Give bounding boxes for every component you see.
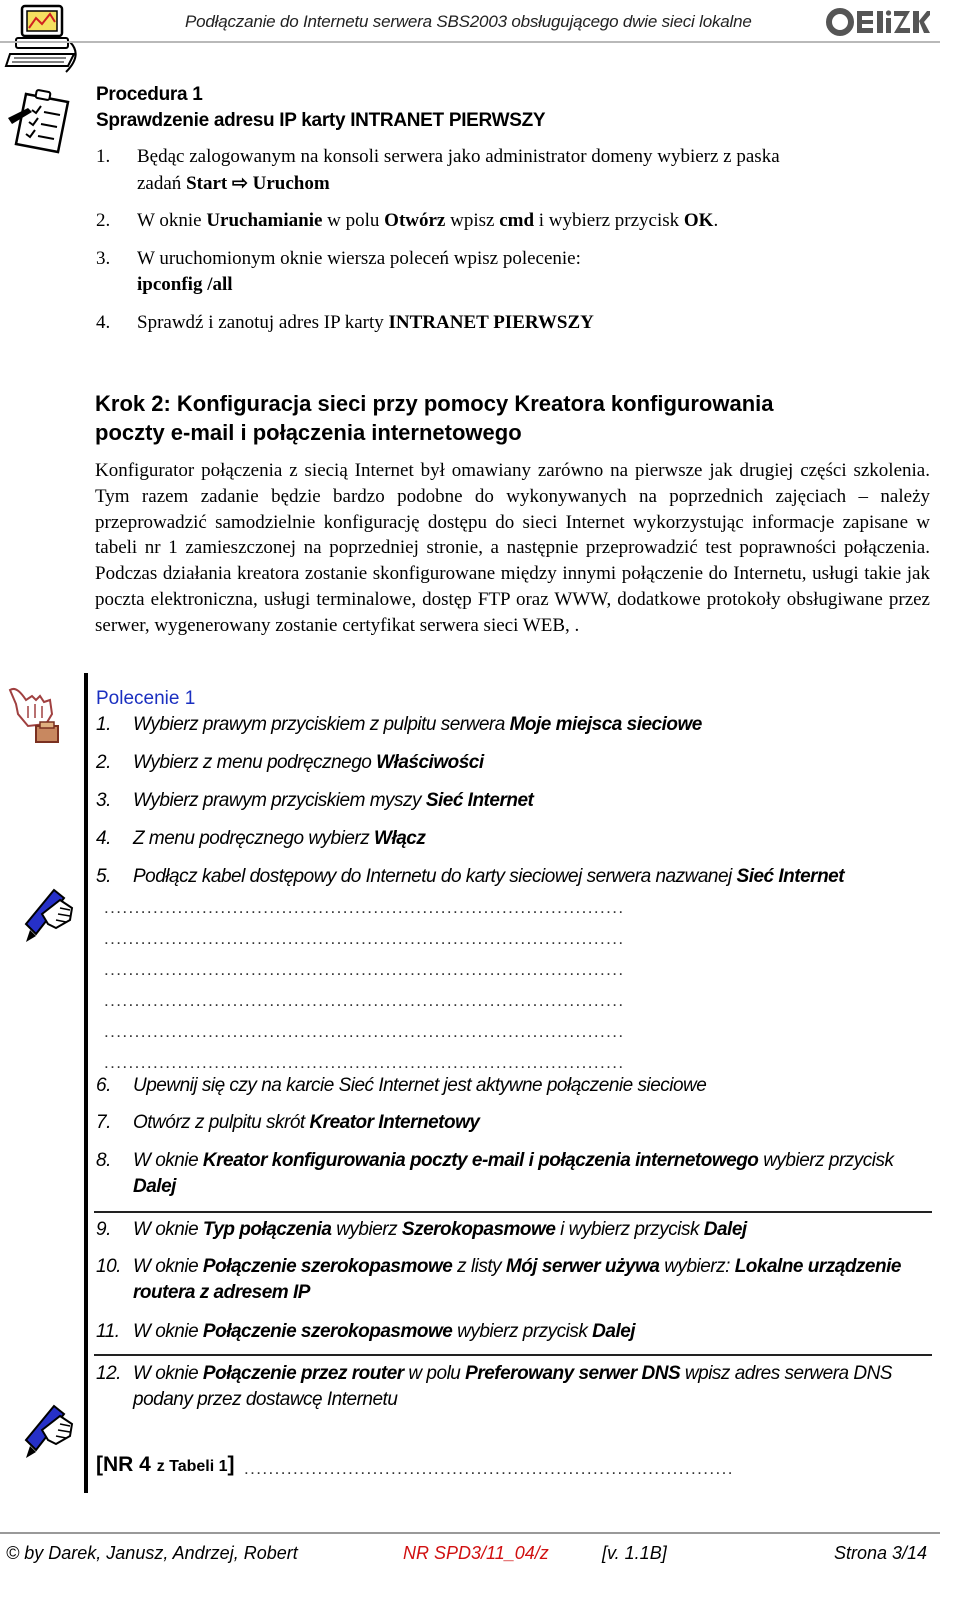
step-number: 2. xyxy=(96,752,111,773)
command-step-11 xyxy=(96,1321,936,1343)
step-emphasis: Lokalne urządzenie xyxy=(734,1256,901,1277)
command-step-2 xyxy=(96,752,936,774)
step-number: 7. xyxy=(96,1112,111,1133)
answer-line[interactable]: ..................................................................................... xyxy=(104,960,625,979)
footer-divider xyxy=(0,1532,940,1534)
step-emphasis: routera z adresem IP xyxy=(133,1282,310,1303)
step-emphasis: OK xyxy=(683,210,714,231)
step-emphasis: Kreator konfigurowania poczty e-mail i połączenia internetowego xyxy=(202,1150,759,1171)
hand-pointing-icon xyxy=(6,684,64,746)
footer-page-number: Strona 3/14 xyxy=(834,1543,928,1563)
step-text: . xyxy=(713,210,719,231)
command-step-4 xyxy=(96,828,936,850)
step-text: wpisz adres serwera DNS xyxy=(680,1363,892,1384)
step-separator xyxy=(94,1354,932,1356)
step-emphasis: Połączenie przez router xyxy=(202,1363,404,1384)
footer-authors: © by Darek, Janusz, Andrzej, Robert xyxy=(6,1543,298,1563)
procedure-subtitle: Sprawdzenie adresu IP karty INTRANET PIERWSZY xyxy=(96,110,546,131)
step-number: 4. xyxy=(96,828,111,849)
step-emphasis: Dalej xyxy=(703,1219,747,1240)
command-step-10 xyxy=(96,1256,936,1312)
step-number: 3. xyxy=(96,248,111,269)
step-emphasis: Kreator Internetowy xyxy=(309,1112,480,1133)
section-heading-line: poczty e-mail i połączenia internetowego xyxy=(95,420,522,445)
header-divider xyxy=(0,41,940,43)
step-emphasis: INTRANET PIERWSZY xyxy=(388,312,594,333)
step-emphasis: Uruchamianie xyxy=(206,210,323,231)
command-text: ipconfig /all xyxy=(137,274,233,295)
step-text: wybierz xyxy=(331,1219,402,1240)
step-emphasis: Dalej xyxy=(133,1176,176,1197)
command-step-6 xyxy=(96,1075,936,1097)
step-emphasis: Mój serwer używa xyxy=(505,1256,660,1277)
step-number: 11. xyxy=(96,1321,120,1342)
step-text: Wybierz z menu podręcznego xyxy=(133,752,377,773)
step-text: W oknie xyxy=(137,210,207,231)
step-emphasis: Właściwości xyxy=(376,752,484,773)
command-label: Polecenie 1 xyxy=(96,688,196,709)
step-number: 12. xyxy=(96,1363,121,1384)
command-step-1 xyxy=(96,714,936,736)
step-number: 6. xyxy=(96,1075,111,1096)
step-text: w polu xyxy=(403,1363,466,1384)
step-number: 10. xyxy=(96,1256,121,1277)
answer-nr-4 xyxy=(96,1453,235,1477)
step-text: zadań xyxy=(137,173,187,194)
answer-line[interactable]: ..................................................................................... xyxy=(104,991,625,1010)
step-emphasis: cmd xyxy=(499,210,535,231)
step-emphasis: Otwórz xyxy=(384,210,446,231)
step-text: i wybierz przycisk xyxy=(555,1219,704,1240)
step-text: W uruchomionym oknie wiersza poleceń wpisz polecenie: xyxy=(137,248,581,269)
step-text: W oknie xyxy=(133,1321,203,1342)
nr-source: z Tabeli 1 xyxy=(156,1458,228,1475)
step-emphasis: Sieć Internet xyxy=(736,866,845,887)
section-paragraph: Konfigurator połączenia z siecią Internet był omawiany zarówno na pierwsze jak drugiej części szkolenia. Tym razem zadanie będzie bardzo podobne do wykonywanych na poprzednich zajęciach – należy przeprowadzić samodzielnie konfigurację dostępu do sieci Internet wykorzystując informacje zapisane w tabeli nr 1 zamieszczonej na poprzedniej stronie, a następnie przeprowadzić test poprawności połączenia. Podczas działania kreatora zostanie skonfigurowane między innymi połączenie do Internetu, usługi takie jak poczta elektroniczna, usługi terminalowe, dostęp FTP oraz WWW, dodatkowe protokoły obsługiwane przez serwer, wygenerowany zostanie certyfikat serwera sieci WEB, . xyxy=(95,460,930,636)
procedure-step-1 xyxy=(0,146,940,202)
step-text: wybierz: xyxy=(659,1256,735,1277)
section-heading-line: Krok 2: Konfiguracja sieci przy pomocy Kreatora konfigurowania xyxy=(95,391,774,416)
step-text: W oknie xyxy=(133,1150,203,1171)
command-step-3 xyxy=(96,790,936,812)
step-text: w polu xyxy=(322,210,385,231)
step-text: Sprawdź i zanotuj adres IP karty xyxy=(137,312,389,333)
step-text: wybierz przycisk xyxy=(452,1321,593,1342)
step-emphasis: Typ połączenia xyxy=(202,1219,332,1240)
nr-label: ] xyxy=(227,1453,235,1476)
step-text: W oknie xyxy=(133,1363,203,1384)
step-text: Otwórz z pulpitu skrót xyxy=(133,1112,310,1133)
step-text: wpisz xyxy=(445,210,500,231)
step-text: wybierz przycisk xyxy=(758,1150,894,1171)
step-text: Będąc zalogowanym na konsoli serwera jako administrator domeny wybierz z paska xyxy=(137,146,780,167)
procedure-step-2 xyxy=(0,210,940,236)
footer-version: [v. 1.1B] xyxy=(602,1543,667,1563)
header-title: Podłączanie do Internetu serwera SBS2003 obsługującego dwie sieci lokalne xyxy=(185,12,752,31)
step-emphasis: Moje miejsca sieciowe xyxy=(509,714,702,735)
answer-line[interactable]: ..................................................................................... xyxy=(104,1053,625,1072)
step-number: 5. xyxy=(96,866,111,887)
step-text: Podłącz kabel dostępowy do Internetu do karty sieciowej serwera nazwanej xyxy=(133,866,737,887)
step-emphasis: Preferowany serwer DNS xyxy=(465,1363,681,1384)
step-emphasis: Połączenie szerokopasmowe xyxy=(202,1321,453,1342)
writing-hand-icon xyxy=(20,884,78,946)
step-text: Wybierz prawym przyciskiem z pulpitu serwera xyxy=(133,714,510,735)
step-number: 1. xyxy=(96,146,111,167)
footer-code: NR SPD3/11_04/z xyxy=(403,1543,549,1563)
step-separator xyxy=(94,1211,932,1213)
step-emphasis: Sieć Internet xyxy=(425,790,534,811)
procedure-label: Procedura 1 xyxy=(96,84,203,105)
step-text: z listy xyxy=(452,1256,506,1277)
step-number: 4. xyxy=(96,312,111,333)
step-text: podany przez dostawcę Internetu xyxy=(133,1389,398,1410)
step-emphasis: Połączenie szerokopasmowe xyxy=(202,1256,453,1277)
answer-line[interactable]: ..................................................................................... xyxy=(104,1022,625,1041)
nr-label: [NR 4 xyxy=(96,1453,157,1476)
step-text: W oknie xyxy=(133,1256,203,1277)
command-step-9 xyxy=(96,1219,936,1241)
section-heading xyxy=(95,389,895,447)
institution-logo xyxy=(826,6,930,46)
step-text: Wybierz prawym przyciskiem myszy xyxy=(133,790,426,811)
command-step-7 xyxy=(96,1112,936,1134)
answer-line[interactable]: ................................................................................ xyxy=(244,1459,734,1478)
step-number: 1. xyxy=(96,714,111,735)
command-margin-bar xyxy=(84,673,88,1493)
answer-line[interactable]: ..................................................................................... xyxy=(104,898,625,917)
command-step-12 xyxy=(96,1363,936,1419)
answer-line[interactable]: ..................................................................................... xyxy=(104,929,625,948)
step-emphasis: Start ⇨ Uruchom xyxy=(186,173,330,194)
step-number: 8. xyxy=(96,1150,111,1171)
step-text: Upewnij się czy na karcie Sieć Internet jest aktywne połączenie sieciowe xyxy=(133,1075,707,1096)
command-step-5 xyxy=(96,866,936,888)
step-number: 3. xyxy=(96,790,111,811)
step-emphasis: Szerokopasmowe xyxy=(401,1219,556,1240)
command-step-8 xyxy=(96,1150,936,1206)
procedure-step-4 xyxy=(0,312,940,338)
step-emphasis: Włącz xyxy=(374,828,426,849)
step-text: i wybierz przycisk xyxy=(534,210,684,231)
procedure-step-3 xyxy=(0,248,940,304)
clipboard-icon xyxy=(6,88,76,154)
step-text: Z menu podręcznego wybierz xyxy=(133,828,375,849)
step-number: 9. xyxy=(96,1219,111,1240)
writing-hand-icon xyxy=(20,1400,78,1462)
step-text: W oknie xyxy=(133,1219,203,1240)
step-emphasis: Dalej xyxy=(592,1321,636,1342)
computer-logo-icon xyxy=(4,2,82,78)
step-number: 2. xyxy=(96,210,111,231)
